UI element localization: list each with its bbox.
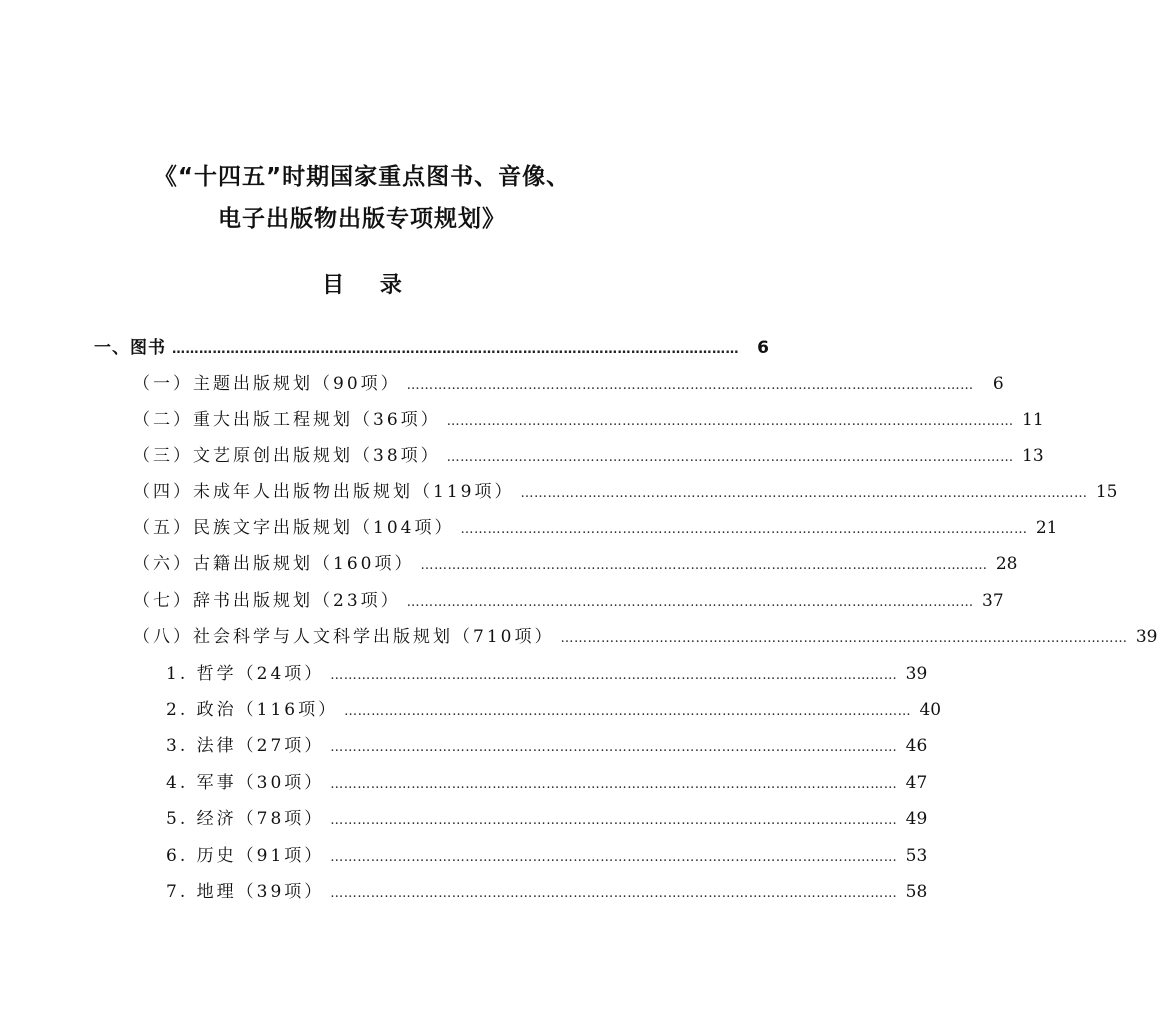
- toc-entry: [166, 659, 928, 685]
- toc-entry-label: （八）社会科学与人文科学出版规划（710项）: [133, 627, 555, 647]
- toc-entry: [166, 877, 928, 903]
- toc-entry-label: （三）文艺原创出版规划（38项）: [133, 446, 441, 466]
- toc-entry-label: 2. 政治（116项）: [166, 700, 339, 720]
- toc-leader-dots: ………………………………………………………………………………………………………………: [460, 522, 1028, 537]
- toc-entry: [166, 841, 928, 867]
- toc-entry-label: （二）重大出版工程规划（36项）: [133, 410, 441, 430]
- toc-entry-label: （四）未成年人出版物出版规划（119项）: [133, 482, 515, 502]
- toc-entry-label: 一、图书: [94, 338, 166, 358]
- toc-leader-dots: ………………………………………………………………………………………………………………: [420, 558, 988, 573]
- toc-entry-page: 28: [995, 554, 1018, 574]
- toc-entry: [133, 477, 1118, 503]
- toc-leader-dots: ………………………………………………………………………………………………………………: [330, 668, 898, 683]
- toc-leader-dots: ………………………………………………………………………………………………………………: [330, 777, 898, 792]
- toc-leader-dots: ………………………………………………………………………………………………………………: [406, 595, 974, 610]
- toc-entry-label: （六）古籍出版规划（160项）: [133, 554, 415, 574]
- toc-entry-label: 6. 历史（91项）: [166, 846, 325, 866]
- toc-entry-label: （一）主题出版规划（90项）: [133, 374, 401, 394]
- toc-entry-page: 40: [919, 700, 942, 720]
- toc-entry: [133, 405, 1044, 431]
- toc-entry: [166, 804, 928, 830]
- toc-entry-page: 46: [905, 736, 928, 756]
- toc-entry-label: 4. 军事（30项）: [166, 773, 325, 793]
- toc-entry-page: 53: [905, 846, 928, 866]
- toc-entry-page: 39: [905, 664, 928, 684]
- toc-leader-dots: ………………………………………………………………………………………………………………: [446, 450, 1014, 465]
- toc-entry: [94, 333, 769, 359]
- toc-entry-label: （七）辞书出版规划（23项）: [133, 591, 401, 611]
- toc-entry-label: （五）民族文字出版规划（104项）: [133, 518, 455, 538]
- toc-leader-dots: ………………………………………………………………………………………………………………: [330, 886, 898, 901]
- toc-leader-dots: ………………………………………………………………………………………………………………: [330, 850, 898, 865]
- toc-entry-label: 1. 哲学（24项）: [166, 664, 325, 684]
- toc-entry-page: 6: [757, 338, 769, 358]
- document-title-line-1: 《“十四五”时期国家重点图书、音像、: [153, 164, 571, 190]
- toc-entry-page: 13: [1022, 446, 1044, 466]
- toc-entry: [166, 768, 928, 794]
- toc-leader-dots: ………………………………………………………………………………………………………………: [520, 486, 1088, 501]
- toc-entry-label: 3. 法律（27项）: [166, 736, 325, 756]
- toc-leader-dots: ………………………………………………………………………………………………………………: [446, 414, 1014, 429]
- toc-entry-page: 49: [905, 809, 928, 829]
- toc-entry: [166, 695, 942, 721]
- toc-heading: 目 录: [322, 273, 402, 298]
- toc-leader-dots: ………………………………………………………………………………………………………………: [344, 704, 912, 719]
- toc-entry: [133, 586, 1004, 612]
- toc-leader-dots: ………………………………………………………………………………………………………………: [330, 813, 898, 828]
- toc-entry: [133, 622, 1157, 648]
- toc-entry-page: 15: [1095, 482, 1118, 502]
- document-title-line-2: 电子出版物出版专项规划》: [218, 206, 506, 232]
- toc-leader-dots: ………………………………………………………………………………………………………………: [330, 740, 898, 755]
- toc-leader-dots: ………………………………………………………………………………………………………………: [406, 378, 974, 393]
- toc-entry-page: 11: [1022, 410, 1044, 430]
- toc-entry: [133, 441, 1044, 467]
- toc-entry-page: 39: [1135, 627, 1157, 647]
- toc-entry: [133, 513, 1058, 539]
- toc-entry-label: 5. 经济（78项）: [166, 809, 325, 829]
- toc-leader-dots: ………………………………………………………………………………………………………………: [172, 342, 739, 357]
- toc-leader-dots: ………………………………………………………………………………………………………………: [560, 631, 1128, 646]
- toc-entry-page: 58: [905, 882, 928, 902]
- toc-entry: [133, 369, 1004, 395]
- toc-entry-page: 47: [905, 773, 928, 793]
- toc-entry-page: 6: [992, 374, 1004, 394]
- toc-entry-page: 37: [982, 591, 1004, 611]
- toc-entry-page: 21: [1035, 518, 1058, 538]
- toc-entry-label: 7. 地理（39项）: [166, 882, 325, 902]
- toc-entry: [166, 731, 928, 757]
- toc-entry: [133, 549, 1018, 575]
